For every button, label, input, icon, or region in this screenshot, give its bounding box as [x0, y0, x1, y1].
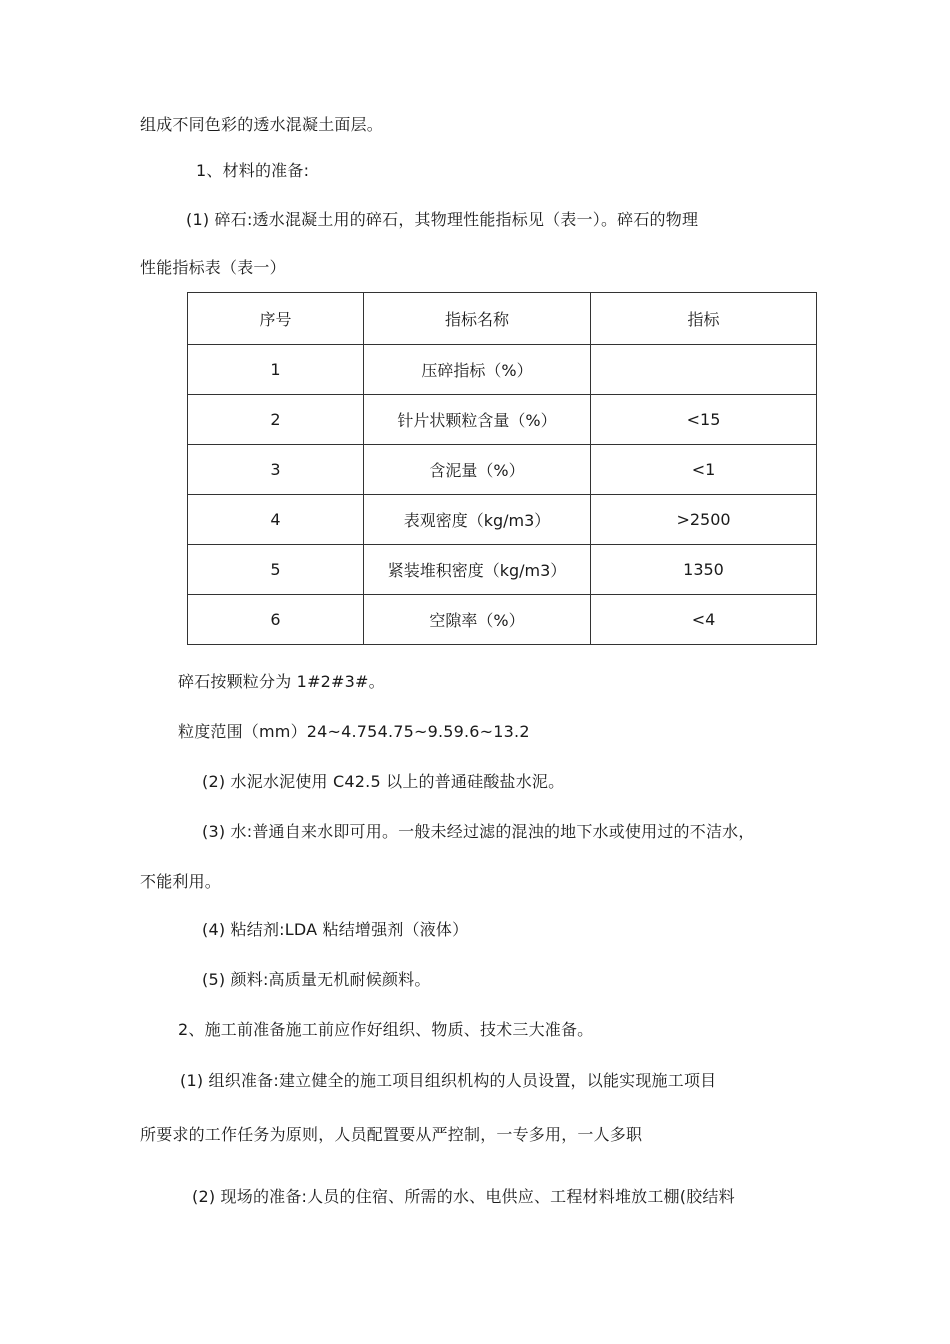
- table-cell: <15: [591, 395, 817, 445]
- table-cell: 空隙率（%）: [364, 595, 591, 645]
- table-cell: >2500: [591, 495, 817, 545]
- table-caption: 性能指标表（表一）: [140, 258, 286, 277]
- section-heading-materials: 1、材料的准备:: [196, 161, 310, 180]
- paragraph-site: (2) 现场的准备:人员的住宿、所需的水、电供应、工程材料堆放工棚(胶结料: [192, 1187, 735, 1206]
- table-row: [188, 545, 817, 595]
- table-cell: 针片状颗粒含量（%）: [364, 395, 591, 445]
- table-cell: 3: [188, 445, 364, 495]
- paragraph-cement: (2) 水泥水泥使用 C42.5 以上的普通硅酸盐水泥。: [202, 772, 565, 791]
- table-cell: 1350: [591, 545, 817, 595]
- table-row: [188, 345, 817, 395]
- paragraph-intro-line: 组成不同色彩的透水混凝土面层。: [140, 115, 384, 134]
- table-cell: 1: [188, 345, 364, 395]
- table-header-row: [188, 293, 817, 345]
- table-cell: 2: [188, 395, 364, 445]
- paragraph-water-cont: 不能利用。: [140, 872, 222, 891]
- table-cell: 表观密度（kg/m3）: [364, 495, 591, 545]
- table-cell: 5: [188, 545, 364, 595]
- paragraph-gravel: (1) 碎石:透水混凝土用的碎石，其物理性能指标见（表一）。碎石的物理: [186, 210, 699, 229]
- table-header-cell: 指标名称: [364, 293, 591, 345]
- table-row: [188, 445, 817, 495]
- table-cell: 6: [188, 595, 364, 645]
- table-row: [188, 495, 817, 545]
- gravel-properties-table: [187, 292, 817, 645]
- table-cell: [591, 345, 817, 395]
- paragraph-pigment: (5) 颜料:高质量无机耐候颜料。: [202, 970, 431, 989]
- paragraph-water: (3) 水:普通自来水即可用。一般未经过滤的混浊的地下水或使用过的不洁水，: [202, 822, 755, 841]
- table-cell: 压碎指标（%）: [364, 345, 591, 395]
- paragraph-gravel-grading: 碎石按颗粒分为 1#2#3#。: [178, 672, 385, 691]
- paragraph-binder: (4) 粘结剂:LDA 粘结增强剂（液体）: [202, 920, 469, 939]
- table-row: [188, 395, 817, 445]
- table-row: [188, 595, 817, 645]
- paragraph-organization-cont: 所要求的工作任务为原则，人员配置要从严控制，一专多用，一人多职: [140, 1125, 643, 1144]
- table-cell: <1: [591, 445, 817, 495]
- paragraph-size-range: 粒度范围（mm）24~4.754.75~9.59.6~13.2: [178, 722, 530, 741]
- table-header-cell: 指标: [591, 293, 817, 345]
- table-cell: 4: [188, 495, 364, 545]
- table-cell: 紧装堆积密度（kg/m3）: [364, 545, 591, 595]
- paragraph-organization: (1) 组织准备:建立健全的施工项目组织机构的人员设置，以能实现施工项目: [180, 1071, 717, 1090]
- table-cell: 含泥量（%）: [364, 445, 591, 495]
- section-heading-preparation: 2、施工前准备施工前应作好组织、物质、技术三大准备。: [178, 1020, 594, 1039]
- table-cell: <4: [591, 595, 817, 645]
- table-header-cell: 序号: [188, 293, 364, 345]
